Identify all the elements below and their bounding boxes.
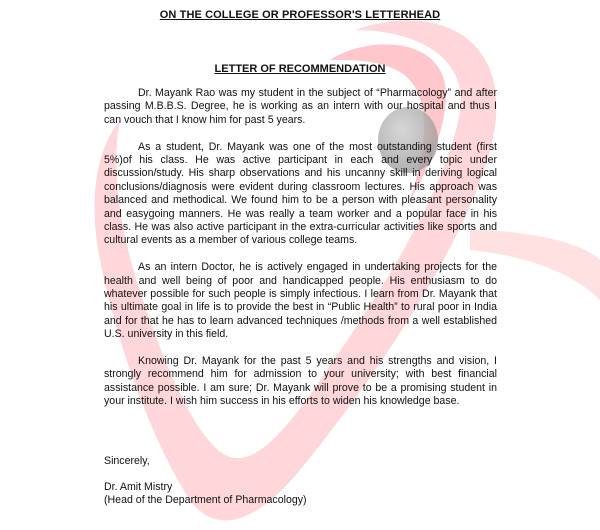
letterhead-placeholder: ON THE COLLEGE OR PROFESSOR'S LETTERHEAD bbox=[159, 9, 441, 21]
paragraph-intro: Dr. Mayank Rao was my student in the subject of “Pharmacology” and after passing M.B.B.S. Degree, he is working as an intern with our hospital and thus I can vouch that I know him for past 5 years. bbox=[104, 87, 497, 126]
paragraph-recommendation: Knowing Dr. Mayank for the past 5 years and his strengths and vision, I strongly recommend him for admission to your university; with best financial assistance possible. I am sure; Dr. Mayank will prove to be a promising student in your institute. I wish him success in his efforts to widen his knowledge base. bbox=[104, 355, 497, 408]
signature-block bbox=[104, 481, 307, 508]
signer-title: (Head of the Department of Pharmacology) bbox=[104, 494, 307, 507]
paragraph-student: As a student, Dr. Mayank was one of the most outstanding student (first 5%)of his class. He was active participant in each and every topic under discussion/study. His sharp observations and his uncanny skill in deriving logical conclusions/diagnosis were evident during classroom lectures. His approach was balanced and methodical. We found him to be a person with pleasant personality and easygoing manners. He was really a team worker and a popular face in his class. He was also active participant in the extra-curricular activities like sports and cultural events as a member of various college teams. bbox=[104, 140, 497, 247]
letter-body bbox=[104, 87, 497, 422]
signer-name: Dr. Amit Mistry bbox=[104, 481, 173, 493]
document-title: LETTER OF RECOMMENDATION bbox=[214, 63, 386, 75]
closing-salutation: Sincerely, bbox=[104, 455, 150, 467]
paragraph-intern: As an intern Doctor, he is actively engaged in undertaking projects for the health and well being of poor and handicapped people. His enthusiasm to do whatever possible for such people is simply infectious. I learn from Dr. Mayank that his ultimate goal in life is to provide the best in “Public Health” to rural poor in India and for that he has to learn advanced techniques /methods from a well established U.S. university in this field. bbox=[104, 261, 497, 341]
